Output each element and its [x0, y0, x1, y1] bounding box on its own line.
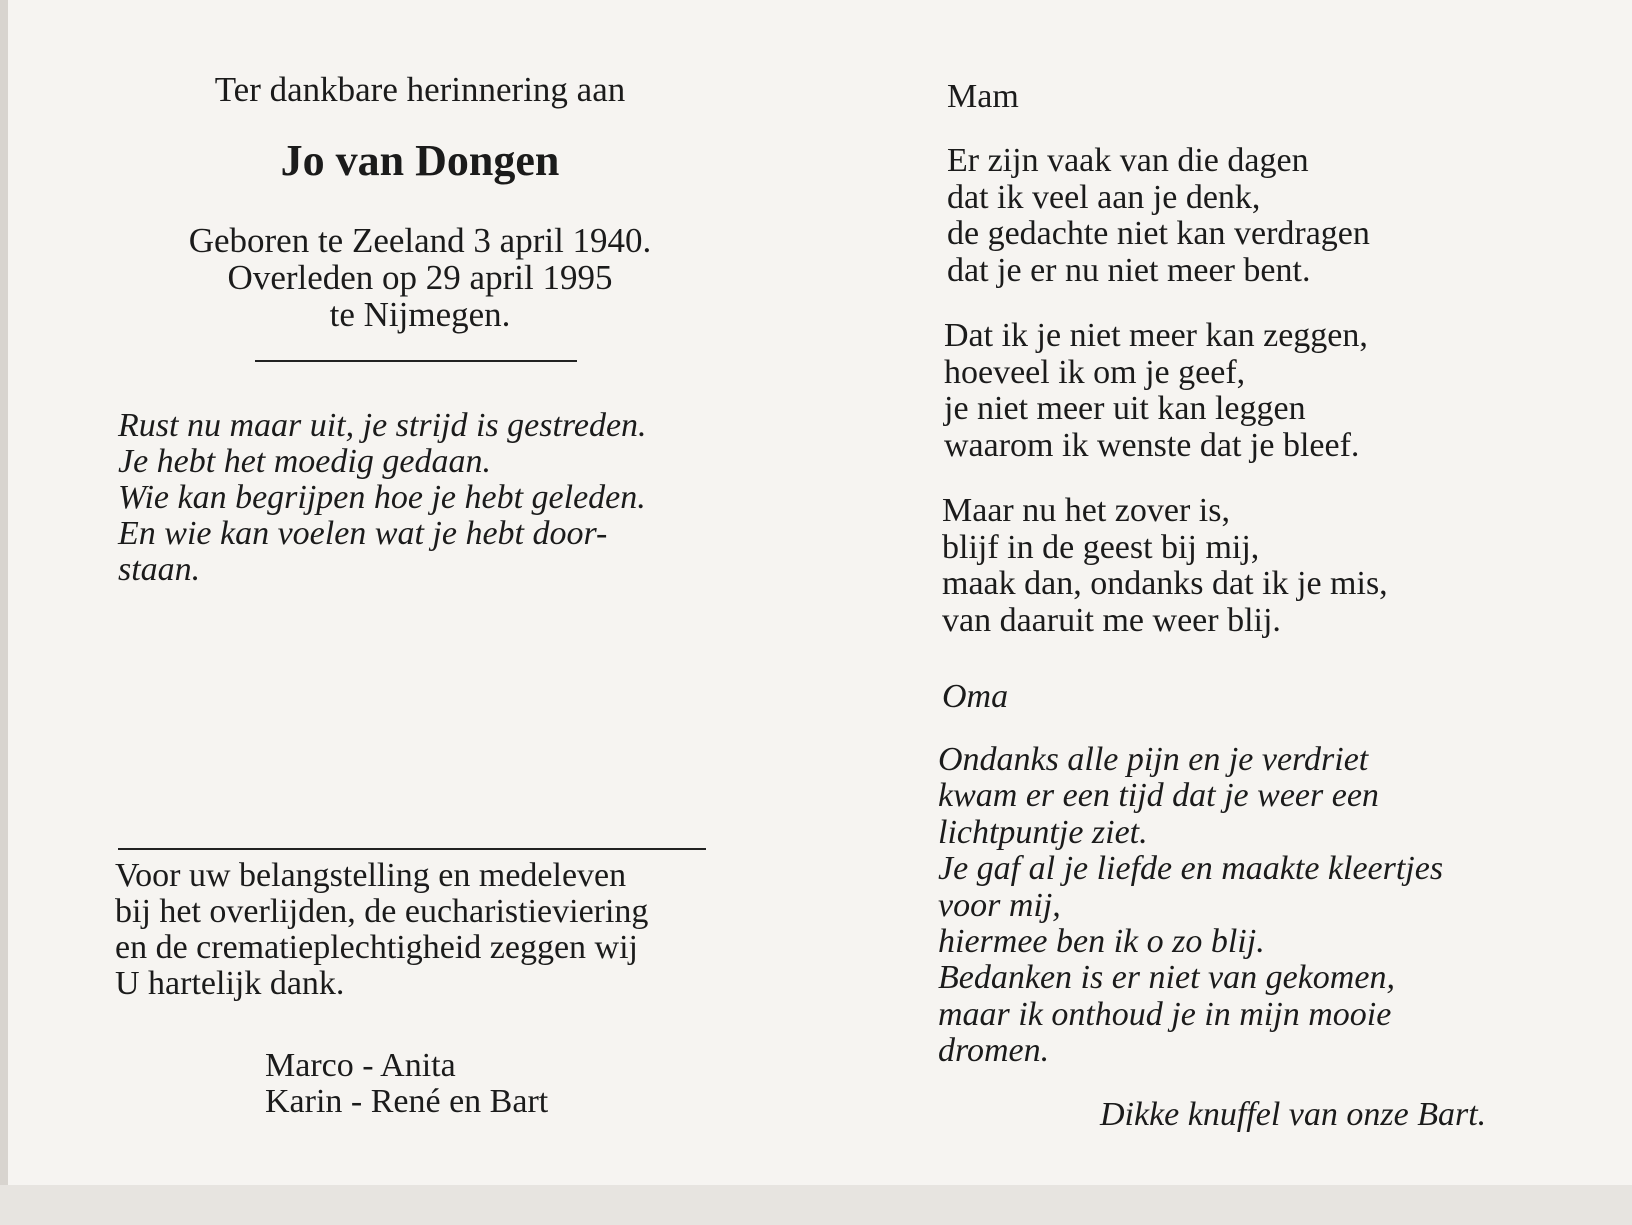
signer-line: Karin - René en Bart: [265, 1083, 549, 1120]
verse-line: En wie kan voelen wat je hebt door-: [118, 515, 608, 552]
verse-line: Rust nu maar uit, je strijd is gestreden.: [118, 407, 647, 444]
stanza-line: de gedachte niet kan verdragen: [947, 215, 1370, 252]
oma-signature: Dikke knuffel van onze Bart.: [1100, 1096, 1487, 1133]
stanza-line: maak dan, ondanks dat ik je mis,: [942, 565, 1388, 602]
stanza-line: waarom ik wenste dat je bleef.: [944, 426, 1360, 464]
intro-line: Ter dankbare herinnering aan: [214, 70, 626, 109]
stanza-line: blijf in de geest bij mij,: [942, 528, 1260, 566]
oma-line: Ondanks alle pijn en je verdriet: [938, 741, 1369, 778]
thanks-line: U hartelijk dank.: [115, 965, 345, 1002]
place-line: te Nijmegen.: [329, 295, 511, 334]
long-divider: [118, 848, 706, 850]
oma-line: kwam er een tijd dat je weer een: [938, 777, 1379, 815]
thanks-line: bij het overlijden, de eucharistieviering: [115, 893, 649, 930]
oma-line: maar ik onthoud je in mijn mooie: [938, 995, 1392, 1033]
oma-line: dromen.: [938, 1032, 1050, 1070]
thanks-line: en de crematieplechtigheid zeggen wij: [115, 929, 638, 966]
stanza-line: hoeveel ik om je geef,: [944, 353, 1246, 391]
verse-left: [118, 408, 647, 588]
oma-line: Bedanken is er niet van gekomen,: [938, 959, 1395, 997]
card-left-edge: [0, 0, 8, 1225]
signer-line: Marco - Anita: [265, 1047, 456, 1084]
signers: [265, 1048, 548, 1120]
mam-title: Mam: [947, 78, 1019, 115]
stanza-line: Er zijn vaak van die dagen: [947, 142, 1309, 179]
card-bottom-edge: [0, 1185, 1632, 1225]
deceased-name: Jo van Dongen: [280, 136, 560, 185]
oma-verse: [938, 742, 1443, 1070]
oma-line: Je gaf al je liefde en maakte kleertjes: [938, 850, 1444, 888]
stanza-line: dat ik veel aan je denk,: [947, 178, 1261, 216]
oma-title: Oma: [942, 678, 1009, 715]
oma-line: voor mij,: [938, 886, 1061, 924]
birth-line: Geboren te Zeeland 3 april 1940.: [188, 221, 652, 260]
mam-stanza-3: [942, 493, 1388, 639]
oma-line: lichtpuntje ziet.: [938, 813, 1148, 851]
verse-line: Je hebt het moedig gedaan.: [118, 443, 491, 480]
stanza-line: Maar nu het zover is,: [942, 492, 1230, 529]
stanza-line: dat je er nu niet meer bent.: [947, 251, 1311, 289]
thanks-text: [115, 858, 648, 1002]
verse-line: Wie kan begrijpen hoe je hebt geleden.: [118, 479, 646, 516]
stanza-line: Dat ik je niet meer kan zeggen,: [944, 317, 1368, 354]
oma-line: hiermee ben ik o zo blij.: [938, 923, 1265, 961]
stanza-line: van daaruit me weer blij.: [942, 601, 1281, 639]
stanza-line: je niet meer uit kan leggen: [944, 390, 1306, 427]
short-divider: [255, 360, 577, 362]
verse-line: staan.: [118, 551, 201, 588]
mam-stanza-2: [944, 318, 1368, 464]
mam-stanza-1: [947, 143, 1370, 289]
thanks-line: Voor uw belangstelling en medeleven: [115, 857, 627, 894]
life-dates: [140, 222, 700, 333]
death-line: Overleden op 29 april 1995: [227, 258, 613, 297]
